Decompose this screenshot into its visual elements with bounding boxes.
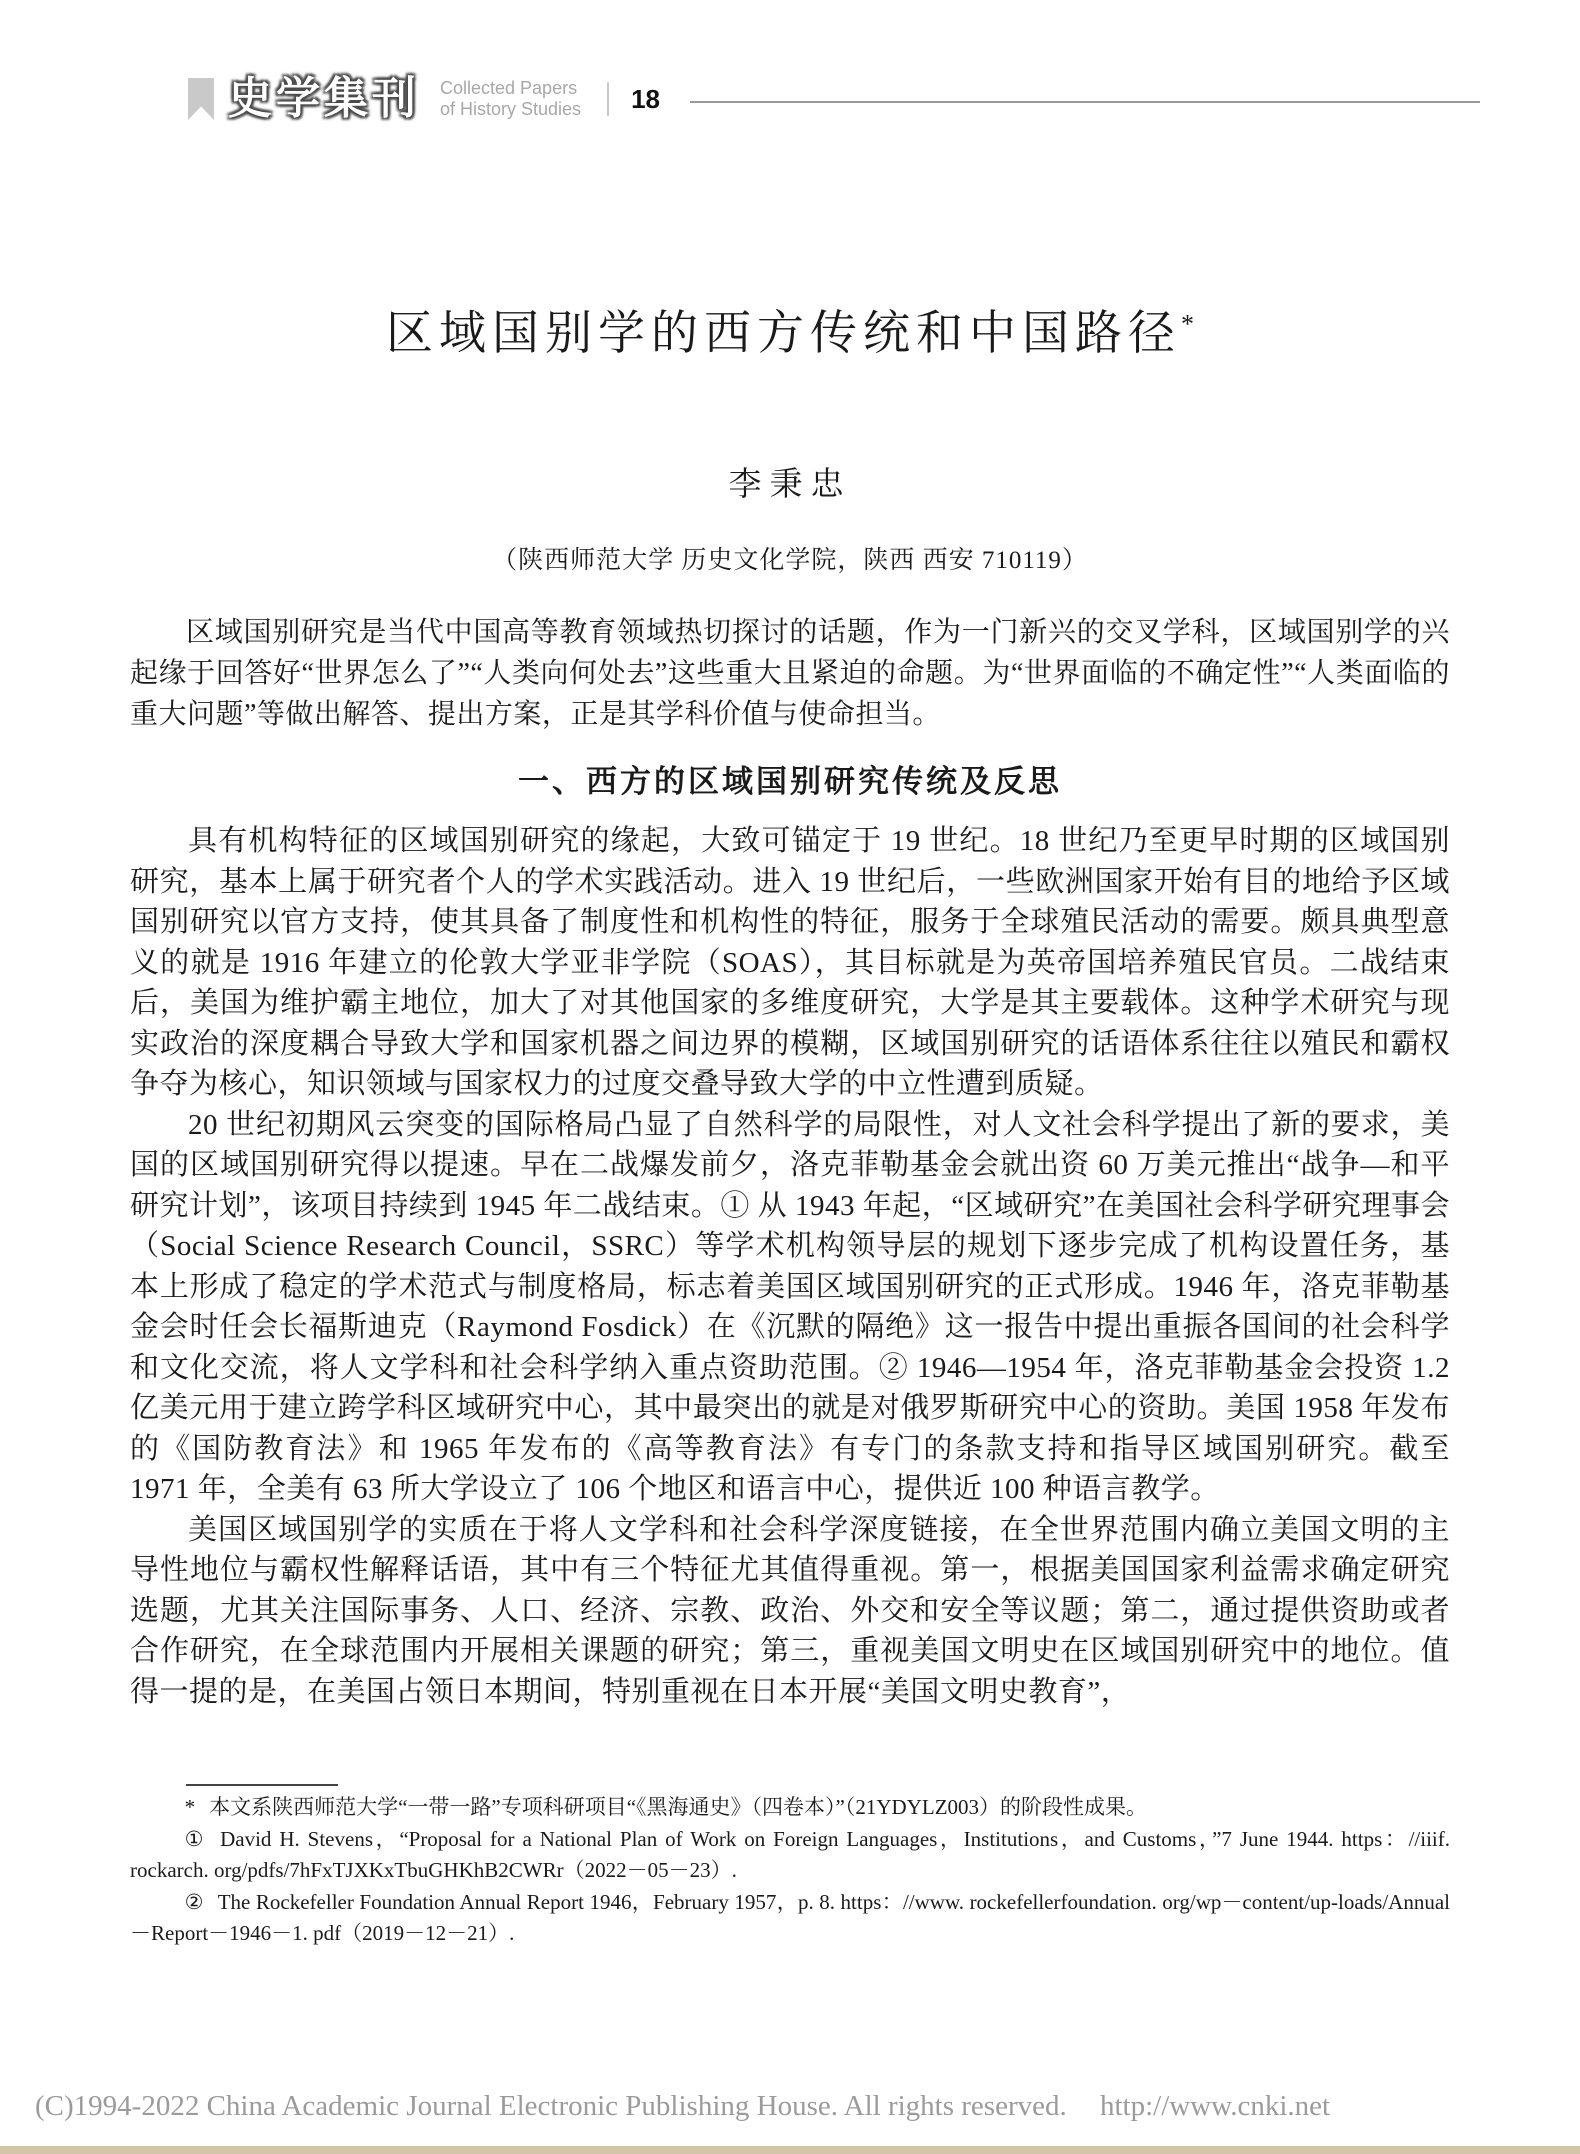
copyright-notice: (C)1994-2022 China Academic Journal Electronic Publishing House. All rights reserved. xyxy=(35,2090,1067,2122)
journal-name-english xyxy=(440,78,581,120)
footnote-1 xyxy=(130,1824,1450,1886)
bookmark-flag-icon xyxy=(188,78,214,120)
footnote-1-text: David H. Stevens，“Proposal for a National Plan of Work on Foreign Languages，Institutions，and Customs，”7 June 1944. https：//iiif. rockarch. org/pdfs/7hFxTJXKxTbuGHKhB2CWRr（2022－05－23）. xyxy=(130,1827,1451,1882)
page-number: 18 xyxy=(631,84,660,114)
section-heading: 一、西方的区域国别研究传统及反思 xyxy=(518,764,1062,799)
author-name: 李秉忠 xyxy=(728,467,852,503)
header-divider xyxy=(607,82,609,116)
body-paragraph-2: 20 世纪初期风云突变的国际格局凸显了自然科学的局限性，对人文社会科学提出了新的要求，美国的区域国别研究得以提速。早在二战爆发前夕，洛克菲勒基金会就出资 60 万美元推出“战争—和平研究计划”，该项目持续到 1945 年二战结束。① 从 1943 年起，“区域研究”在美国社会科学研究理事会（Social Science Research Council，SSRC）等学术机构领导层的规划下逐步完成了机构设置任务，基本上形成了稳定的学术范式与制度格局，标志着美国区域国别研究的正式形成。1946 年，洛克菲勒基金会时任会长福斯迪克（Raymond Fosdick）在《沉默的隔绝》这一报告中提出重振各国间的社会科学和文化交流，将人文学科和社会科学纳入重点资助范围。② 1946—1954 年，洛克菲勒基金会投资 1.2 亿美元用于建立跨学科区域研究中心，其中最突出的就是对俄罗斯研究中心的资助。美国 1958 年发布的《国防教育法》和 1965 年发布的《高等教育法》有专门的条款支持和指导区域国别研究。截至 1971 年，全美有 63 所大学设立了 106 个地区和语言中心，提供近 100 种语言教学。 xyxy=(130,1108,1450,1505)
page-header xyxy=(188,76,1480,122)
journal-logo-chinese: 史学集刊 xyxy=(228,74,420,123)
footnote-star-marker: * xyxy=(184,1795,196,1819)
journal-name-english-line1: Collected Papers xyxy=(440,78,578,98)
title-footnote-marker: * xyxy=(1181,309,1194,339)
body-paragraph-3: 美国区域国别学的实质在于将人文学科和社会科学深度链接，在全世界范围内确立美国文明的主导性地位与霸权性解释话语，其中有三个特征尤其值得重视。第一，根据美国国家利益需求确定研究选题，尤其关注国际事务、人口、经济、宗教、政治、外交和安全等议题；第二，通过提供资助或者合作研究，在全球范围内开展相关课题的研究；第三，重视美国文明史在区域国别研究中的地位。值得一提的是，在美国占领日本期间，特别重视在日本开展“美国文明史教育”， xyxy=(130,1513,1450,1708)
author-affiliation: （陕西师范大学 历史文化学院，陕西 西安 710119） xyxy=(492,547,1088,574)
footnote-2-marker: ② xyxy=(184,1890,204,1914)
journal-name-english-line2: of History Studies xyxy=(440,99,582,119)
footnote-2-text: The Rockefeller Foundation Annual Report 1946，February 1957，p. 8. https：//www. rockefellerfoundation. org/wp－content/up-loads/Annual－Report－1946－1. pdf（2019－12－21）. xyxy=(130,1890,1451,1945)
footnotes xyxy=(130,1792,1450,1950)
article-body xyxy=(130,821,1450,1712)
header-rule xyxy=(690,101,1480,103)
footnote-separator-rule xyxy=(186,1784,338,1786)
footnote-star xyxy=(130,1792,1450,1823)
cnki-url: http://www.cnki.net xyxy=(1100,2090,1331,2122)
bottom-accent-bar xyxy=(0,2146,1580,2154)
abstract-paragraph: 区域国别研究是当代中国高等教育领域热切探讨的话题，作为一门新兴的交叉学科，区域国别学的兴起缘于回答好“世界怎么了”“人类向何处去”这些重大且紧迫的命题。为“世界面临的不确定性”“人类面临的重大问题”等做出解答、提出方案，正是其学科价值与使命担当。 xyxy=(130,617,1450,730)
body-paragraph-1: 具有机构特征的区域国别研究的缘起，大致可锚定于 19 世纪。18 世纪乃至更早时期的区域国别研究，基本上属于研究者个人的学术实践活动。进入 19 世纪后，一些欧洲国家开始有目的地给予区域国别研究以官方支持，使其具备了制度性和机构性的特征，服务于全球殖民活动的需要。颇具典型意义的就是 1916 年建立的伦敦大学亚非学院（SOAS），其目标就是为英帝国培养殖民官员。二战结束后，美国为维护霸主地位，加大了对其他国家的多维度研究，大学是其主要载体。这种学术研究与现实政治的深度耦合导致大学和国家机器之间边界的模糊，区域国别研究的话语体系往往以殖民和霸权争夺为核心，知识领域与国家权力的过度交叠导致大学的中立性遭到质疑。 xyxy=(130,825,1450,1100)
footnote-1-marker: ① xyxy=(184,1827,207,1851)
article-title xyxy=(0,296,1580,363)
footnote-star-text: 本文系陕西师范大学“一带一路”专项科研项目“《黑海通史》（四卷本）”（21YDYLZ003）的阶段性成果。 xyxy=(209,1795,1148,1819)
article-title-text: 区域国别学的西方传统和中国路径 xyxy=(386,308,1181,360)
footnote-2 xyxy=(130,1887,1450,1949)
